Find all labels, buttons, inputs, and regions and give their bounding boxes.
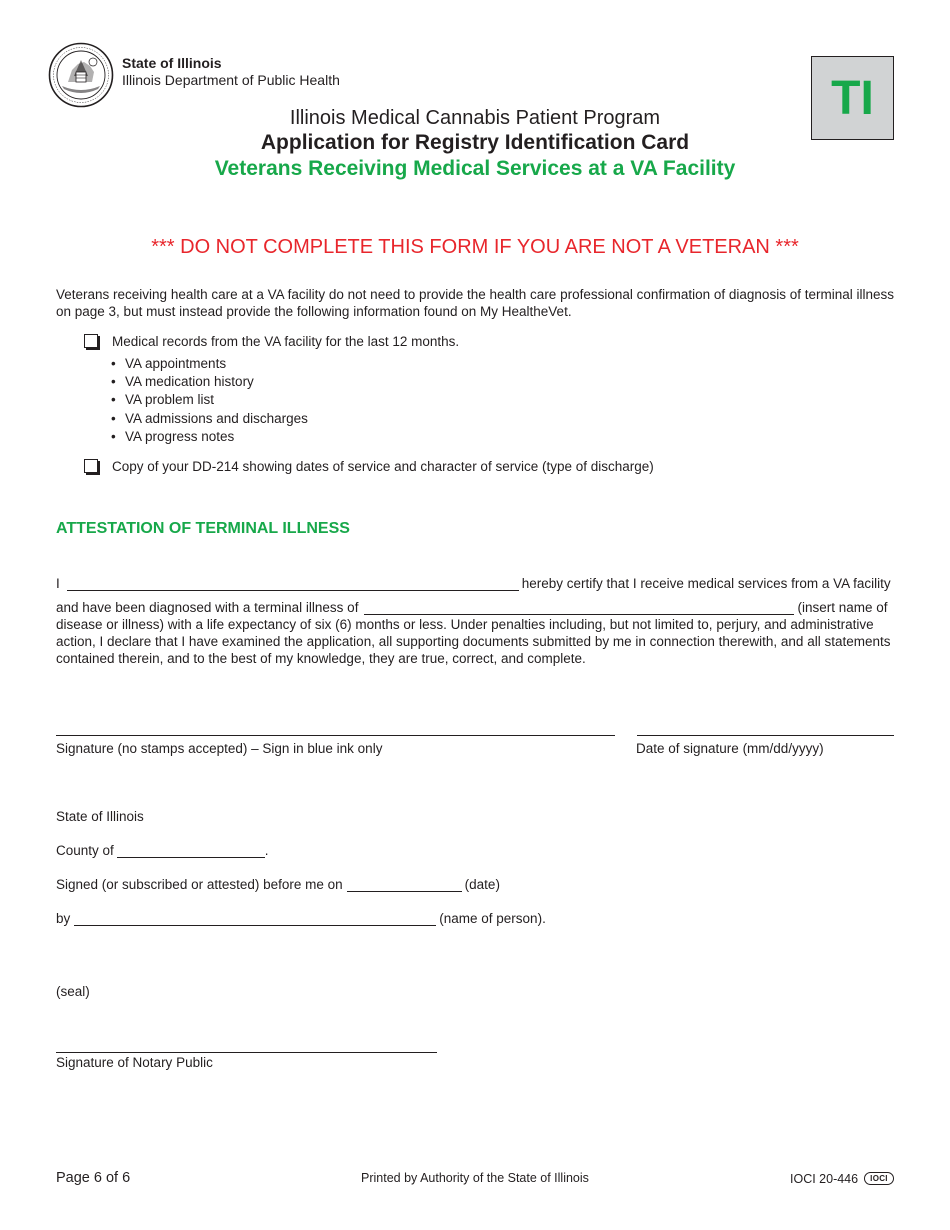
dd214-checkbox[interactable] <box>84 459 98 473</box>
agency-name: State of Illinois <box>122 55 222 71</box>
list-item: • VA medication history <box>111 373 308 391</box>
certify-line <box>56 576 894 591</box>
checklist-label: Copy of your DD-214 showing dates of service and character of service (type of discharge) <box>112 459 654 474</box>
signature-date-field[interactable] <box>637 735 894 736</box>
list-item: • VA appointments <box>111 355 308 373</box>
attestation-heading: ATTESTATION OF TERMINAL ILLNESS <box>56 520 350 537</box>
signature-label: Signature (no stamps accepted) – Sign in blue ink only <box>56 741 383 756</box>
form-subtitle: Veterans Receiving Medical Services at a VA Facility <box>214 157 736 180</box>
county-field[interactable] <box>117 845 265 858</box>
signed-before-line <box>56 877 500 892</box>
applicant-name-field[interactable] <box>67 578 519 591</box>
page-number: Page 6 of 6 <box>56 1170 131 1186</box>
medical-records-checkbox[interactable] <box>84 334 98 348</box>
illness-prefix: and have been diagnosed with a terminal illness of <box>56 600 359 615</box>
by-person-line <box>56 911 546 926</box>
by-suffix: (name of person). <box>439 911 546 926</box>
signed-suffix: (date) <box>464 877 500 892</box>
certify-prefix: I <box>56 576 60 591</box>
checklist-label: Medical records from the VA facility for the last 12 months. <box>112 334 460 349</box>
county-suffix: . <box>264 843 269 858</box>
agency-department: Illinois Department of Public Health <box>122 72 340 88</box>
veteran-warning: *** DO NOT COMPLETE THIS FORM IF YOU ARE NOT A VETERAN *** <box>151 236 799 258</box>
signature-field[interactable] <box>56 735 615 736</box>
form-code-badge: TI <box>811 56 894 140</box>
notary-state: State of Illinois <box>56 809 144 824</box>
printed-by-authority: Printed by Authority of the State of Illinois <box>361 1171 589 1185</box>
signature-date-label: Date of signature (mm/dd/yyyy) <box>636 741 824 756</box>
notary-signature-label: Signature of Notary Public <box>56 1055 213 1070</box>
notary-seal-label: (seal) <box>56 984 90 999</box>
list-item: • VA progress notes <box>111 428 308 446</box>
certify-suffix: hereby certify that I receive medical services from a VA facility <box>521 576 891 591</box>
program-title: Illinois Medical Cannabis Patient Program <box>289 107 661 129</box>
illness-line <box>56 600 894 615</box>
illness-suffix: (insert name of <box>797 600 888 615</box>
list-item: • VA problem list <box>111 391 308 409</box>
by-prefix: by <box>56 911 71 926</box>
ioci-logo-icon: IOCI <box>864 1172 894 1185</box>
notary-signature-field[interactable] <box>56 1052 437 1053</box>
illness-name-field[interactable] <box>364 602 794 615</box>
checklist-item-dd214 <box>84 459 654 474</box>
notary-date-field[interactable] <box>347 879 462 892</box>
va-records-list <box>111 355 308 446</box>
form-title: Application for Registry Identification Card <box>260 131 690 154</box>
form-number: IOCI 20-446 <box>790 1172 859 1186</box>
list-item: • VA admissions and discharges <box>111 410 308 428</box>
state-seal-icon <box>48 42 114 108</box>
county-line <box>56 843 269 858</box>
person-name-field[interactable] <box>74 913 436 926</box>
checklist-item-medical-records <box>84 334 459 349</box>
county-prefix: County of <box>56 843 114 858</box>
intro-paragraph: Veterans receiving health care at a VA facility do not need to provide the health care professional confirmation of diagnosis of terminal illness on page 3, but must instead provide the following information found on My HealtheVet. <box>56 287 894 319</box>
attestation-body: disease or illness) with a life expectancy of six (6) months or less. Under penalties including, but not limited to, perjury, and administrative action, I declare that I have examined the application, all supporting documents submitted by me in connection therewith, and all statements contained therein, and to the best of my knowledge, they are true, correct, and complete. <box>56 617 891 666</box>
signed-prefix: Signed (or subscribed or attested) before me on <box>56 877 343 892</box>
